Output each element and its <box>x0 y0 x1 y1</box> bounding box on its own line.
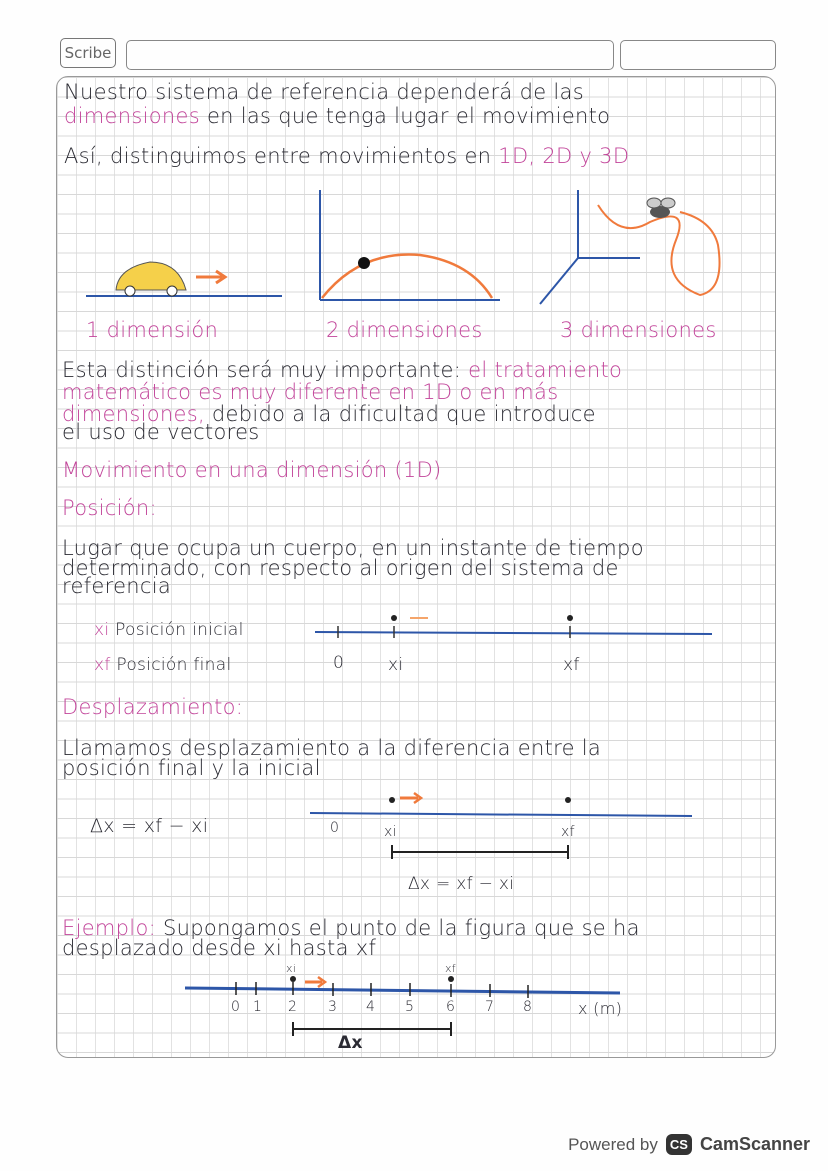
tick-label: 5 <box>405 999 415 1015</box>
scribe-label: Scribe <box>60 38 116 68</box>
displacement-title: Desplazamiento: <box>62 695 244 719</box>
tick-label: 6 <box>446 999 456 1015</box>
displacement-formula: Δx = xf − xi <box>90 815 209 837</box>
intro-text: Así, distinguimos entre movimientos en <box>64 144 492 168</box>
example-text: Supongamos el punto de la figura que se ha <box>162 916 640 940</box>
axis-label-0: 0 <box>330 820 340 836</box>
camscanner-logo-icon: CS <box>666 1134 692 1155</box>
para2-line-1 <box>62 358 622 382</box>
section-title: Movimiento en una dimensión (1D) <box>62 458 442 482</box>
fly-icon <box>647 198 675 218</box>
powered-by-text: Powered by <box>568 1134 658 1154</box>
point-label-xi: xi <box>286 962 297 975</box>
para2-line-4: el uso de vectores <box>62 420 260 444</box>
para-text: debido a la dificultad que introduce <box>211 402 596 426</box>
tick-label: 1 <box>253 999 263 1015</box>
label-2d: 2 dimensiones <box>326 318 483 342</box>
tick-label: 3 <box>328 999 338 1015</box>
legend-text: Posición inicial <box>115 620 244 640</box>
camscanner-watermark <box>568 1134 810 1155</box>
tick-label: 0 <box>231 999 241 1015</box>
para-highlight: dimensiones, <box>62 402 205 426</box>
intro-line-1: Nuestro sistema de referencia dependerá de las <box>64 80 584 104</box>
tick-label: 8 <box>523 999 533 1015</box>
displacement-line-2: posición final y la inicial <box>62 756 321 780</box>
tick-label: 4 <box>366 999 376 1015</box>
axis-label-0: 0 <box>333 653 345 673</box>
label-1d: 1 dimensión <box>86 318 219 342</box>
tick-label: 7 <box>485 999 495 1015</box>
intro-text: en las que tenga lugar el movimiento <box>206 104 611 128</box>
para2-line-2: matemático es muy diferente en 1D o en más <box>62 380 559 404</box>
delta-x-label: Δx <box>338 1033 363 1053</box>
3d-x-axis <box>540 258 578 304</box>
final-point <box>567 615 573 621</box>
position-title: Posición: <box>62 496 157 520</box>
axis-label-xf: xf <box>561 824 575 840</box>
axis-label-xi: xi <box>388 655 404 675</box>
example-title: Ejemplo: <box>62 916 156 940</box>
fly-path <box>598 205 720 295</box>
legend-final <box>94 655 231 675</box>
displacement-line-1: Llamamos desplazamiento a la diferencia entre la <box>62 736 602 760</box>
example-line-2: desplazado desde xi hasta xf <box>62 936 377 960</box>
legend-text: Posición final <box>116 655 232 675</box>
legend-symbol: xf <box>94 655 111 675</box>
car-icon <box>116 262 186 296</box>
tick-label: 2 <box>288 999 298 1015</box>
legend-symbol: xi <box>94 620 110 640</box>
initial-point <box>391 615 397 621</box>
para-highlight: el tratamiento <box>468 358 623 382</box>
legend-initial <box>94 620 244 640</box>
axis-unit: x (m) <box>578 999 623 1018</box>
projectile-dot <box>358 257 370 269</box>
position-axis <box>315 632 712 634</box>
position-line-2: determinado, con respecto al origen del sistema de <box>62 556 619 580</box>
axis-label-xi: xi <box>384 824 397 840</box>
para-text: Esta distinción será muy importante: <box>62 358 462 382</box>
position-line-3: referencia <box>62 574 172 598</box>
displacement-axis <box>310 813 692 816</box>
camscanner-brand: CamScanner <box>699 1134 810 1154</box>
intro-line-3 <box>64 144 629 168</box>
position-line-1: Lugar que ocupa un cuerpo, en un instante de tiempo <box>62 536 644 560</box>
intro-line-2 <box>64 104 610 128</box>
label-3d: 3 dimensiones <box>560 318 717 342</box>
intro-highlight: dimensiones <box>64 104 200 128</box>
point-label-xf: xf <box>445 962 456 975</box>
axis-label-xf: xf <box>563 655 580 675</box>
example-axis <box>185 988 620 993</box>
parabola-trajectory <box>322 255 492 298</box>
intro-highlight: 1D, 2D y 3D <box>498 144 630 168</box>
displacement-formula-below: Δx = xf − xi <box>408 874 515 894</box>
